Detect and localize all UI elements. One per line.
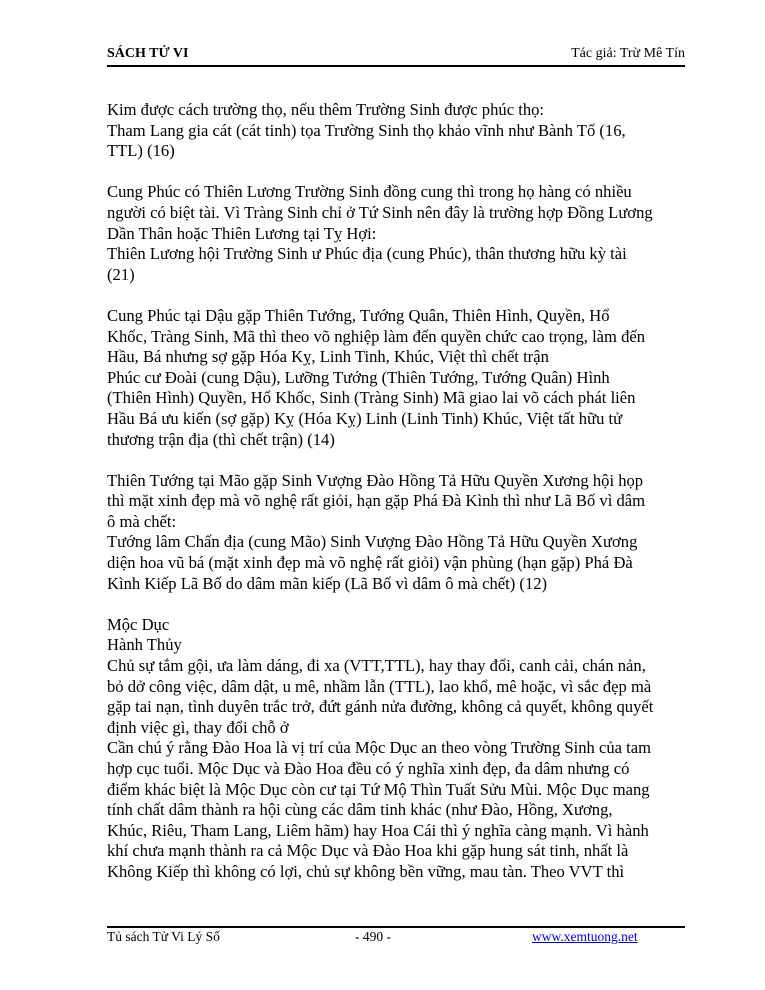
paragraph: [107, 182, 687, 285]
text-line: Cung Phúc có Thiên Lương Trường Sinh đồng cung thì trong họ hàng có nhiều: [107, 182, 632, 202]
text-line: Hầu Bá ưu kiến (sợ gặp) Kỵ (Hóa Kỵ) Linh (Linh Tinh) Khúc, Việt tất hữu tử: [107, 408, 623, 428]
text-line: Tướng lâm Chấn địa (cung Mão) Sinh Vượng Đào Hồng Tả Hữu Quyền Xương: [107, 532, 638, 552]
footer-rule: [107, 926, 685, 928]
paragraph: [107, 471, 687, 595]
text-line: Phúc cư Đoài (cung Dậu), Lưỡng Tướng (Thiên Tướng, Tướng Quân) Hình: [107, 367, 610, 387]
text-line: gặp tai nạn, tình duyên trắc trở, đứt gánh nửa đường, không cả quyết, không quyết: [107, 697, 654, 717]
paragraph: [107, 306, 687, 450]
paragraph: [107, 100, 687, 162]
text-line: Không Kiếp thì không có lợi, chủ sự không bền vững, mau tàn. Theo VVT thì: [107, 861, 625, 881]
text-line: Thiên Lương hội Trường Sinh ư Phúc địa (cung Phúc), thân thương hữu kỳ tài: [107, 244, 627, 264]
page-number: - 490 -: [355, 929, 391, 944]
text-line: thì mặt xinh đẹp mà võ nghệ rất giỏi, hạn gặp Phá Đà Kình thì như Lã Bố vì dâm: [107, 491, 646, 511]
footer-series-name: Tủ sách Tử Vi Lý Số: [107, 929, 220, 944]
text-line: Mộc Dục: [107, 614, 170, 634]
text-line: Dần Thân hoặc Thiên Lương tại Tỵ Hợi:: [107, 223, 377, 243]
text-line: Kim được cách trường thọ, nếu thêm Trường Sinh được phúc thọ:: [107, 100, 545, 119]
text-line: điểm khác biệt là Mộc Dục còn cư tại Tứ Mộ Thìn Tuất Sửu Mùi. Mộc Dục mang: [107, 779, 650, 799]
text-line: Chủ sự tắm gội, ưa làm dáng, đi xa (VTT,TTL), hay thay đổi, canh cải, chán nản,: [107, 656, 646, 676]
text-line: Cần chú ý rằng Đào Hoa là vị trí của Mộc Dục an theo vòng Trường Sinh của tam: [107, 738, 652, 758]
text-line: người có biệt tài. Vì Tràng Sinh chỉ ở Tứ Sinh nên đây là trường hợp Đồng Lương: [107, 202, 653, 222]
text-line: Thiên Tướng tại Mão gặp Sinh Vượng Đào Hồng Tả Hữu Quyền Xương hội họp: [107, 470, 644, 490]
text-line: TTL) (16): [107, 141, 175, 161]
text-line: Hành Thủy: [107, 635, 182, 655]
header-book-title: SÁCH TỬ VI: [107, 46, 189, 61]
footer-website-link[interactable]: www.xemtuong.net: [532, 929, 638, 944]
header-author: Tác giả: Trừ Mê Tín: [571, 46, 685, 61]
text-line: Tham Lang gia cát (cát tinh) tọa Trường Sinh thọ khảo vĩnh như Bành Tổ (16,: [107, 120, 626, 140]
header-rule: [107, 65, 685, 67]
text-line: khí chưa mạnh thành ra cả Mộc Dục và Đào Hoa khi gặp hung sát tinh, nhất là: [107, 841, 629, 861]
text-line: ô mà chết:: [107, 511, 177, 531]
text-line: (21): [107, 264, 135, 284]
text-line: Cung Phúc tại Dậu gặp Thiên Tướng, Tướng Quân, Thiên Hình, Quyền, Hổ: [107, 305, 610, 325]
text-line: Khúc, Riêu, Tham Lang, Liêm hãm) hay Hoa Cái thì ý nghĩa càng mạnh. Vì hành: [107, 820, 649, 840]
body-text: [107, 100, 687, 883]
text-line: tính chất dâm thành ra hội cùng các dâm tinh khác (như Đào, Hồng, Xương,: [107, 800, 613, 820]
text-line: (Thiên Hình) Quyền, Hổ Khốc, Sinh (Tràng Sinh) Mã giao lai võ cách phát liên: [107, 388, 636, 408]
text-line: Khốc, Tràng Sinh, Mã thì theo võ nghiệp làm đến quyền chức cao trọng, làm đến: [107, 326, 646, 346]
text-line: bỏ dở công việc, dâm dật, u mê, nhầm lẫn (TTL), lao khổ, mê hoặc, vì sắc đẹp mà: [107, 676, 652, 696]
text-line: Hầu, Bá nhưng sợ gặp Hóa Kỵ, Linh Tinh, Khúc, Việt thì chết trận: [107, 347, 549, 367]
text-line: thương trận địa (thì chết trận) (14): [107, 429, 335, 449]
text-line: Kình Kiếp Lã Bố do dâm mãn kiếp (Lã Bố vì dâm ô mà chết) (12): [107, 573, 548, 593]
text-line: diện hoa vũ bá (mặt xinh đẹp mà võ nghệ rất giỏi) vận phùng (hạn gặp) Phá Đà: [107, 553, 633, 573]
text-line: định việc gì, thay đổi chỗ ở: [107, 717, 289, 737]
paragraph: [107, 615, 687, 883]
text-line: hợp cục tuổi. Mộc Dục và Đào Hoa đều có ý nghĩa xinh đẹp, đa dâm nhưng có: [107, 759, 630, 778]
